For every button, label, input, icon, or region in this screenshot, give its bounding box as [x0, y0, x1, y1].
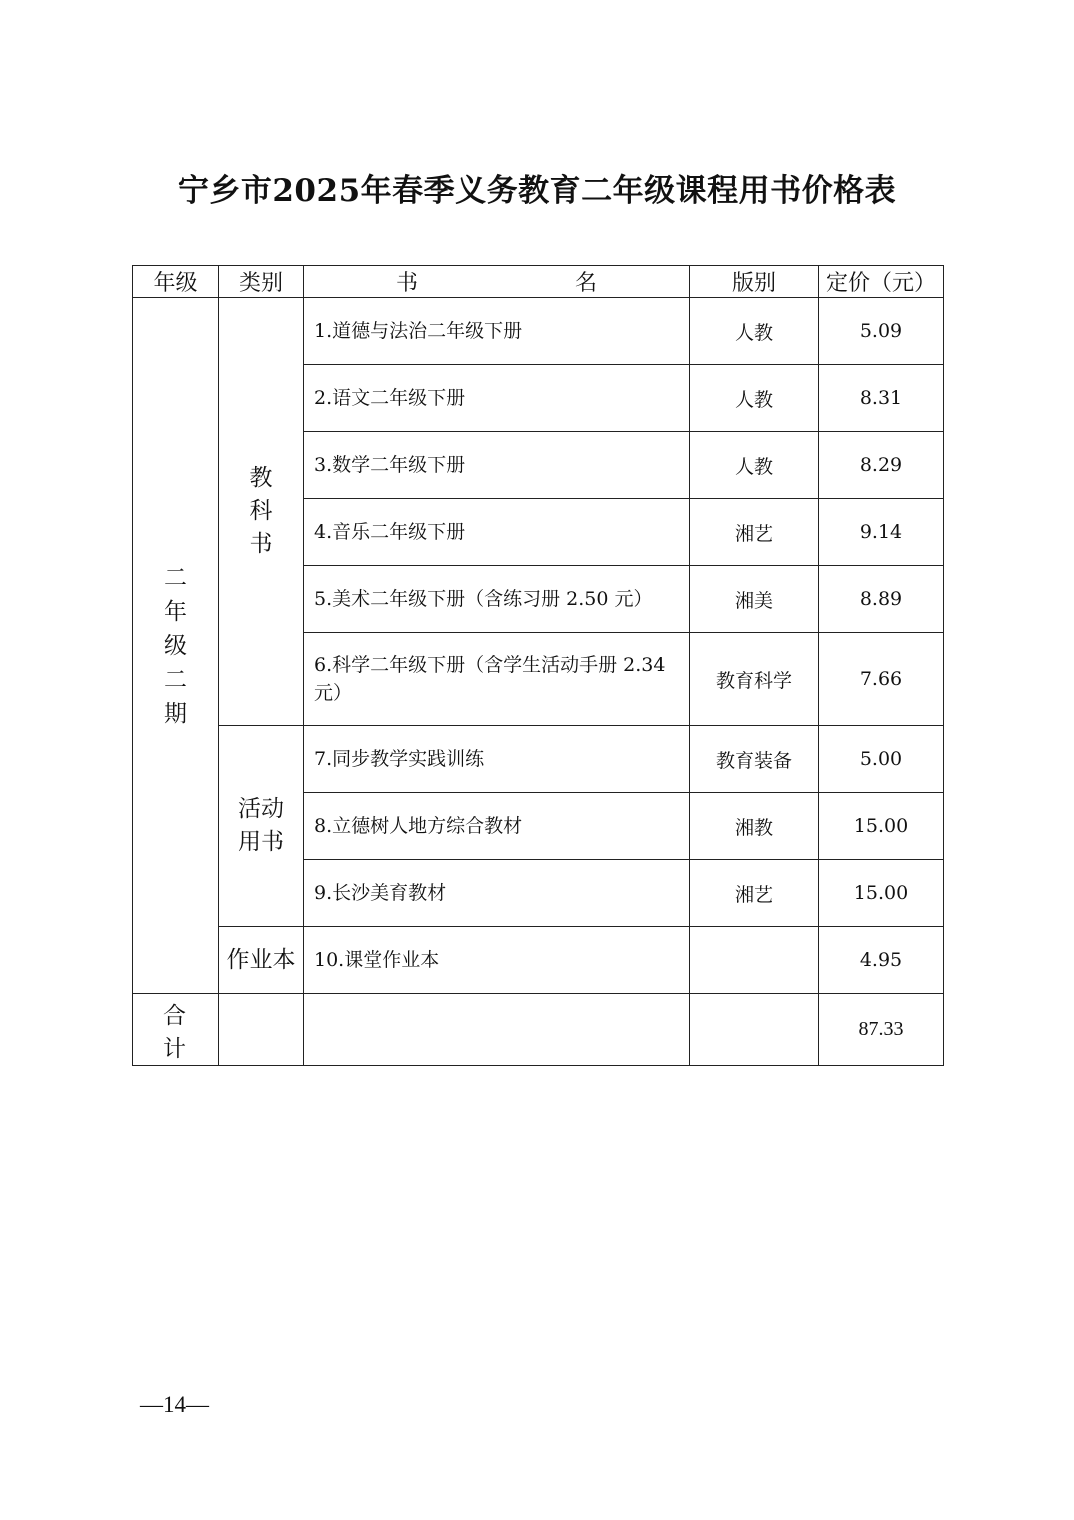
- book-price: 15.00: [819, 793, 944, 860]
- book-name: 7.同步教学实践训练: [304, 726, 690, 793]
- table-row: [133, 298, 944, 365]
- book-price: 15.00: [819, 860, 944, 927]
- book-name: 6.科学二年级下册（含学生活动手册 2.34 元）: [304, 633, 690, 726]
- table-row: [133, 726, 944, 793]
- book-price: 4.95: [819, 927, 944, 994]
- book-publisher: [690, 927, 819, 994]
- book-publisher: 人教: [690, 432, 819, 499]
- header-grade: 年级: [133, 266, 219, 298]
- book-name: 9.长沙美育教材: [304, 860, 690, 927]
- total-empty-cell: [219, 994, 304, 1066]
- book-price: 5.00: [819, 726, 944, 793]
- book-price: 8.31: [819, 365, 944, 432]
- book-publisher: 湘教: [690, 793, 819, 860]
- category-char: 书: [249, 531, 273, 557]
- book-name: 1.道德与法治二年级下册: [304, 298, 690, 365]
- book-name: 8.立德树人地方综合教材: [304, 793, 690, 860]
- total-amount: 87.33: [819, 994, 944, 1066]
- book-publisher: 湘艺: [690, 860, 819, 927]
- book-name: 3.数学二年级下册: [304, 432, 690, 499]
- total-label: 合计: [133, 994, 219, 1066]
- header-book-name-right: 名: [574, 271, 597, 296]
- grade-char: 级: [164, 632, 187, 659]
- book-publisher: 湘艺: [690, 499, 819, 566]
- book-name: 10.课堂作业本: [304, 927, 690, 994]
- total-row: [133, 994, 944, 1066]
- book-publisher: 教育科学: [690, 633, 819, 726]
- category-char: 教: [249, 465, 273, 491]
- category-activity: [219, 726, 304, 927]
- category-line: 活动: [238, 796, 284, 822]
- grade-char: 二: [164, 666, 187, 693]
- page-number: —14—: [140, 1392, 209, 1417]
- header-book-name-left: 书: [396, 271, 419, 296]
- book-price: 9.14: [819, 499, 944, 566]
- grade-char: 年: [164, 598, 187, 625]
- book-name: 4.音乐二年级下册: [304, 499, 690, 566]
- book-publisher: 教育装备: [690, 726, 819, 793]
- grade-cell: [133, 298, 219, 994]
- header-category: 类别: [219, 266, 304, 298]
- header-book-name: [304, 266, 690, 298]
- book-price: 7.66: [819, 633, 944, 726]
- book-price: 5.09: [819, 298, 944, 365]
- table-header-row: [133, 266, 944, 298]
- category-char: 科: [249, 498, 273, 524]
- category-textbook: [219, 298, 304, 726]
- category-line: 用书: [238, 829, 284, 855]
- header-price: 定价（元）: [819, 266, 944, 298]
- table-row: [133, 927, 944, 994]
- grade-char: 二: [164, 564, 187, 591]
- header-publisher: 版别: [690, 266, 819, 298]
- category-homework: 作业本: [219, 927, 304, 994]
- total-empty-cell: [304, 994, 690, 1066]
- grade-char: 期: [164, 700, 187, 727]
- price-table: [132, 265, 944, 1066]
- book-name: 2.语文二年级下册: [304, 365, 690, 432]
- book-price: 8.29: [819, 432, 944, 499]
- book-publisher: 人教: [690, 298, 819, 365]
- page-title: 宁乡市2025年春季义务教育二年级课程用书价格表: [177, 173, 897, 209]
- book-publisher: 人教: [690, 365, 819, 432]
- book-name: 5.美术二年级下册（含练习册 2.50 元）: [304, 566, 690, 633]
- book-publisher: 湘美: [690, 566, 819, 633]
- book-price: 8.89: [819, 566, 944, 633]
- total-empty-cell: [690, 994, 819, 1066]
